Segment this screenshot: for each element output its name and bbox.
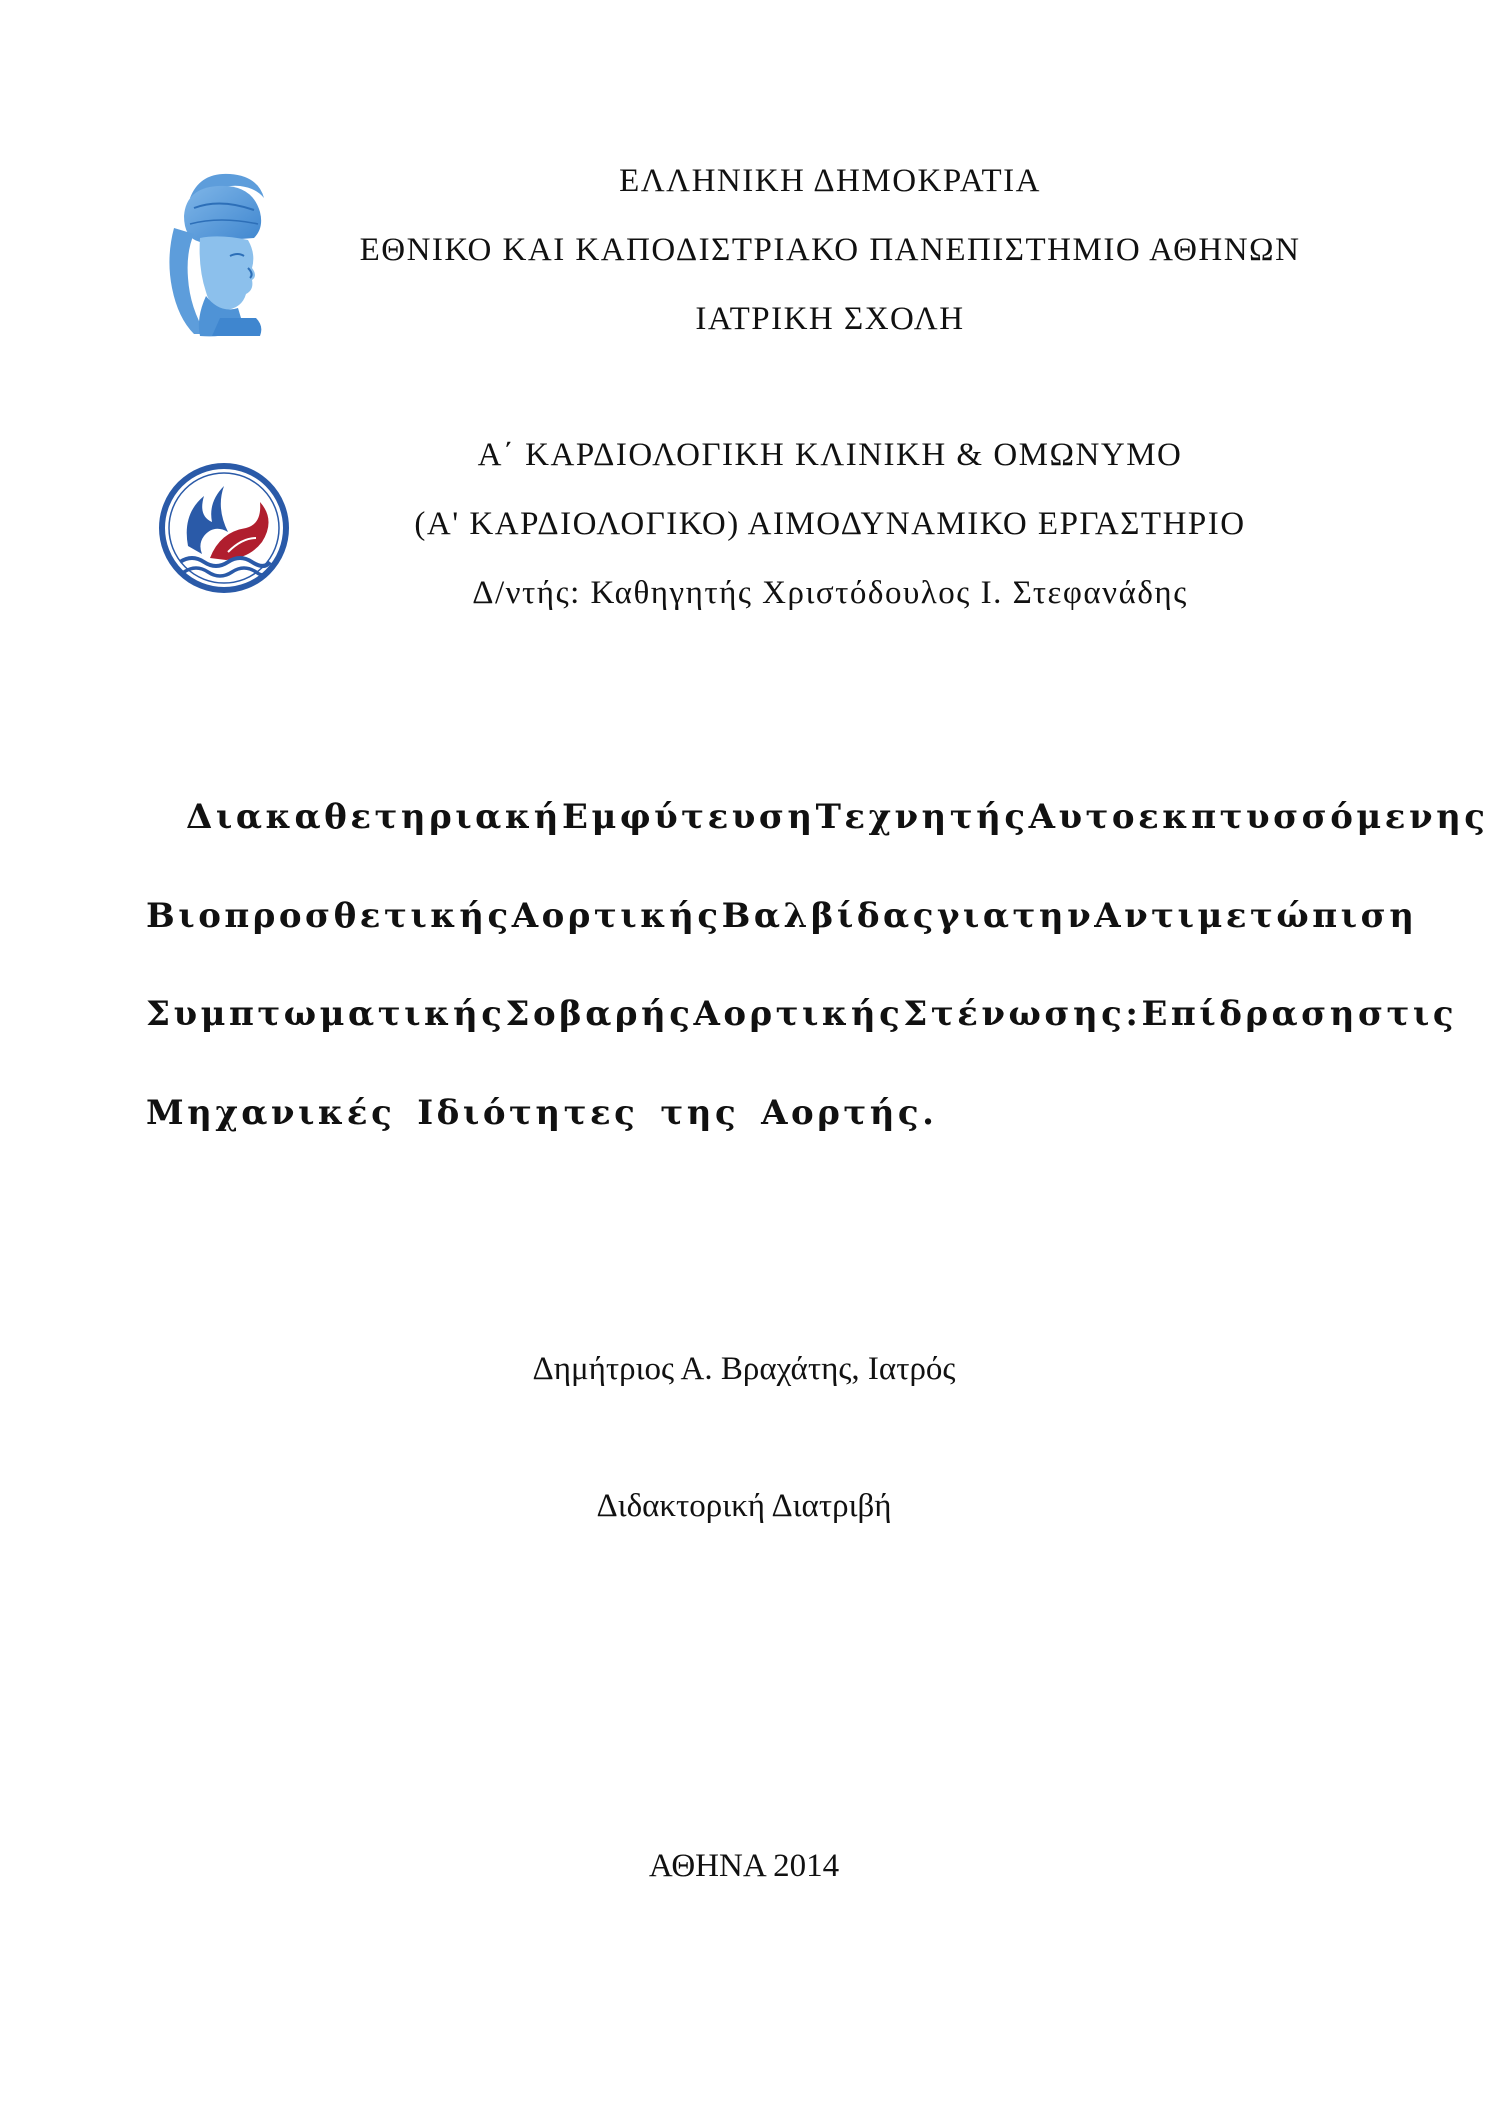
title-word: Αυτοεκπτυσσόμενης [1028,797,1488,837]
title-word: Αορτής. [761,1093,938,1133]
title-line [146,1093,1348,1133]
athena-head-icon [160,168,278,340]
school-heading: ΙΑΤΡΙΚΗ ΣΧΟΛΗ [695,301,965,337]
flame-waves-icon [158,462,290,594]
clinic-director: Δ/ντής: Καθηγητής Χριστόδουλος Ι. Στεφανάδης [472,575,1188,611]
title-word: Αορτικής [511,896,722,936]
title-word: Ιδιότητες [417,1093,639,1133]
author-name: Δημήτριος Α. Βραχάτης, Ιατρός [532,1351,956,1387]
title-word: στις [1357,994,1458,1034]
title-word: Επίδραση [1141,994,1358,1034]
title-word: Τεχνητής [815,797,1029,837]
title-line [146,896,1418,936]
title-line [146,994,1458,1034]
clinic-heading-line2: (Α' ΚΑΡΔΙΟΛΟΓΙΚΟ) ΑΙΜΟΔΥΝΑΜΙΚΟ ΕΡΓΑΣΤΗΡΙΟ [414,506,1246,542]
title-word: Αντιμετώπιση [1094,896,1418,936]
title-word: Εμφύτευση [562,797,816,837]
title-word: Βιοπροσθετικής [146,896,512,936]
place-year: ΑΘΗΝΑ 2014 [648,1848,840,1884]
title-line [146,797,1488,837]
title-word: Διακαθετηριακή [186,797,563,837]
title-word: για [936,896,1013,936]
title-word: Βαλβίδας [721,896,937,936]
clinic-heading-line1: Α΄ ΚΑΡΔΙΟΛΟΓΙΚΗ ΚΛΙΝΙΚΗ & ΟΜΩΝΥΜΟ [477,437,1183,473]
university-heading: ΕΘΝΙΚΟ ΚΑΙ ΚΑΠΟΔΙΣΤΡΙΑΚΟ ΠΑΝΕΠΙΣΤΗΜΙΟ ΑΘΗΝΩΝ [359,232,1301,268]
title-word: Σοβαρής [505,994,694,1034]
title-word: Μηχανικές [146,1093,396,1133]
document-type: Διδακτορική Διατριβή [596,1488,892,1524]
title-word: την [1012,896,1095,936]
title-word: Συμπτωματικής [146,994,506,1034]
title-word: Στένωσης: [903,994,1142,1034]
title-word: Αορτικής [693,994,904,1034]
title-word: της [660,1093,740,1133]
republic-heading: ΕΛΛΗΝΙΚΗ ΔΗΜΟΚΡΑΤΙΑ [619,163,1041,199]
